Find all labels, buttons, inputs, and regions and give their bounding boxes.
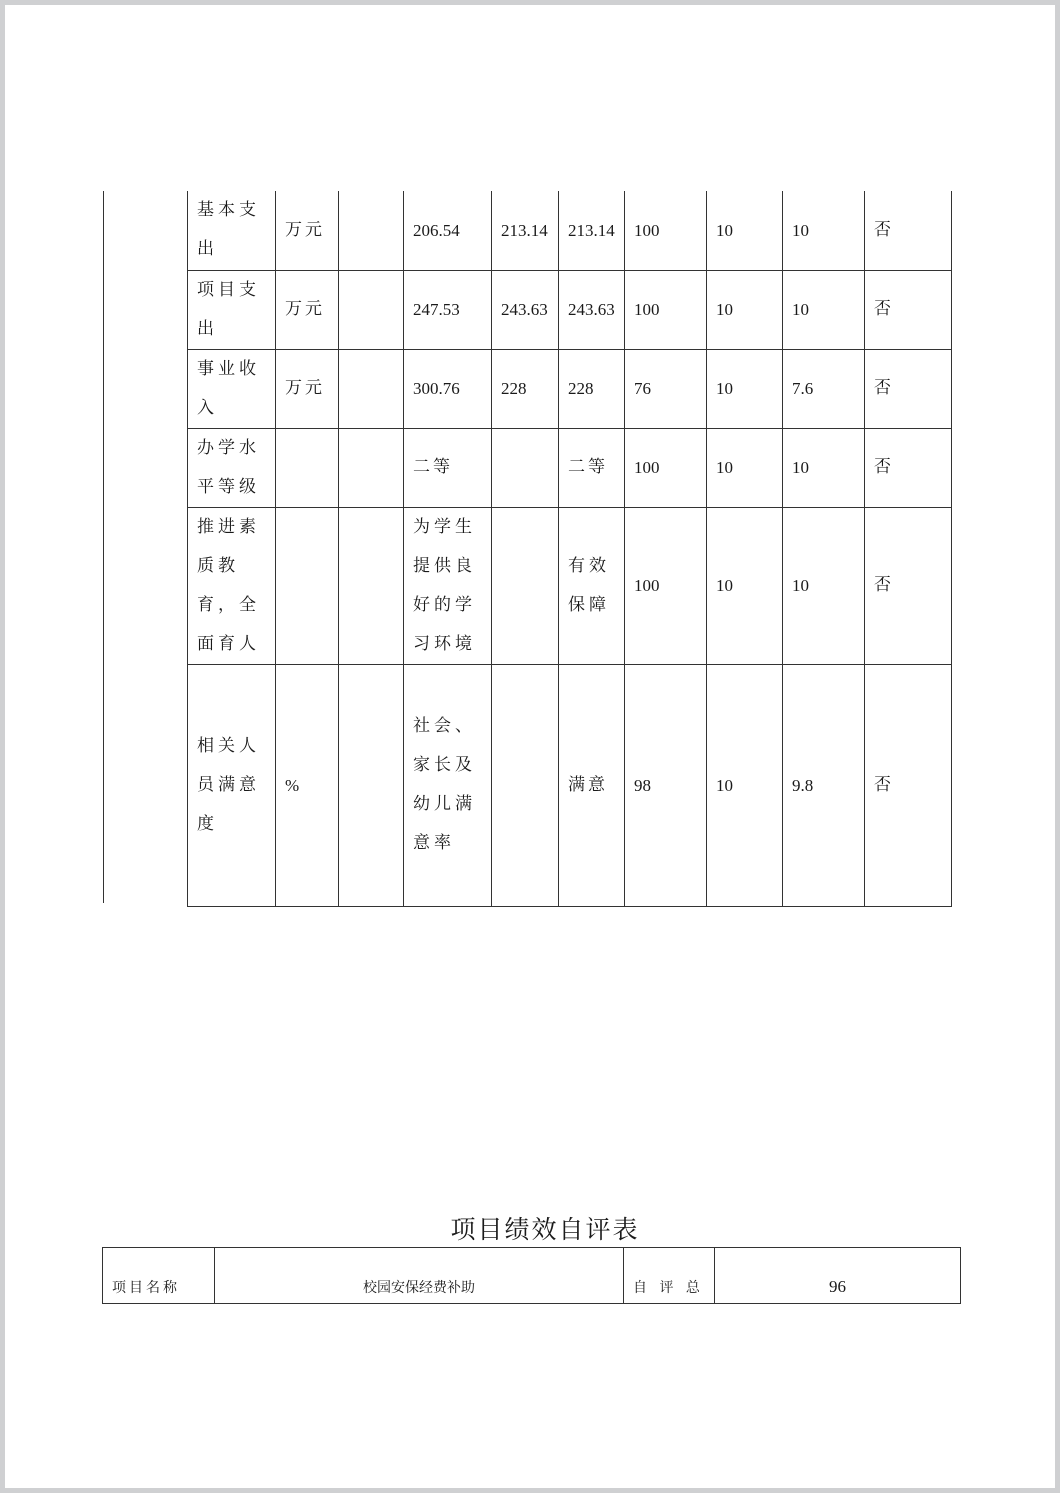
unit-cell: 万元 (276, 270, 339, 349)
score-rate-cell: 76 (625, 349, 707, 428)
target-cell: 为学生提供良好的学习环境 (404, 507, 492, 664)
flag-cell: 否 (865, 507, 952, 664)
flag-cell: 否 (865, 191, 952, 270)
weight-cell: 10 (707, 664, 783, 906)
table-left-border (103, 191, 104, 903)
score-cell: 10 (783, 270, 865, 349)
table-row (188, 349, 952, 428)
weight-cell: 10 (707, 428, 783, 507)
empty-cell (339, 664, 404, 906)
indicator-cell: 相关人员满意度 (188, 664, 276, 906)
value-cell (492, 664, 559, 906)
value-cell: 228 (492, 349, 559, 428)
target-cell: 206.54 (404, 191, 492, 270)
total-score-label: 自 评 总 (624, 1248, 715, 1304)
table-row (188, 428, 952, 507)
indicator-cell: 推进素质教育，全面育人 (188, 507, 276, 664)
target-cell: 二等 (404, 428, 492, 507)
actual-cell: 243.63 (559, 270, 625, 349)
value-cell (492, 507, 559, 664)
target-cell: 247.53 (404, 270, 492, 349)
flag-cell: 否 (865, 428, 952, 507)
value-cell: 213.14 (492, 191, 559, 270)
target-cell: 社会、家长及幼儿满意率 (404, 664, 492, 906)
weight-cell: 10 (707, 349, 783, 428)
value-cell (492, 428, 559, 507)
project-name-label: 项目名称 (103, 1248, 215, 1304)
score-rate-cell: 98 (625, 664, 707, 906)
weight-cell: 10 (707, 507, 783, 664)
score-cell: 10 (783, 191, 865, 270)
project-name-value: 校园安保经费补助 (215, 1248, 624, 1304)
weight-cell: 10 (707, 270, 783, 349)
score-cell: 10 (783, 428, 865, 507)
indicator-cell: 项目支出 (188, 270, 276, 349)
performance-indicator-table (187, 191, 952, 907)
empty-cell (339, 191, 404, 270)
score-cell: 9.8 (783, 664, 865, 906)
actual-cell: 二等 (559, 428, 625, 507)
score-rate-cell: 100 (625, 428, 707, 507)
empty-cell (339, 349, 404, 428)
total-score-value: 96 (715, 1248, 961, 1304)
weight-cell: 10 (707, 191, 783, 270)
unit-cell: 万元 (276, 349, 339, 428)
unit-cell: 万元 (276, 191, 339, 270)
table-row (188, 664, 952, 906)
flag-cell: 否 (865, 664, 952, 906)
self-eval-table (102, 1247, 961, 1304)
indicator-cell: 基本支出 (188, 191, 276, 270)
unit-cell (276, 507, 339, 664)
table-row (188, 507, 952, 664)
score-cell: 10 (783, 507, 865, 664)
document-page (5, 5, 1055, 1488)
indicator-cell: 办学水平等级 (188, 428, 276, 507)
flag-cell: 否 (865, 270, 952, 349)
actual-cell: 满意 (559, 664, 625, 906)
table-row (188, 191, 952, 270)
table-row (103, 1248, 961, 1304)
page-title: 项目绩效自评表 (450, 1215, 640, 1244)
empty-cell (339, 507, 404, 664)
unit-cell (276, 428, 339, 507)
empty-cell (339, 428, 404, 507)
score-cell: 7.6 (783, 349, 865, 428)
actual-cell: 有效保障 (559, 507, 625, 664)
score-rate-cell: 100 (625, 270, 707, 349)
empty-cell (339, 270, 404, 349)
flag-cell: 否 (865, 349, 952, 428)
score-rate-cell: 100 (625, 507, 707, 664)
target-cell: 300.76 (404, 349, 492, 428)
score-rate-cell: 100 (625, 191, 707, 270)
table-row (188, 270, 952, 349)
actual-cell: 228 (559, 349, 625, 428)
unit-cell: % (276, 664, 339, 906)
indicator-cell: 事业收入 (188, 349, 276, 428)
value-cell: 243.63 (492, 270, 559, 349)
actual-cell: 213.14 (559, 191, 625, 270)
